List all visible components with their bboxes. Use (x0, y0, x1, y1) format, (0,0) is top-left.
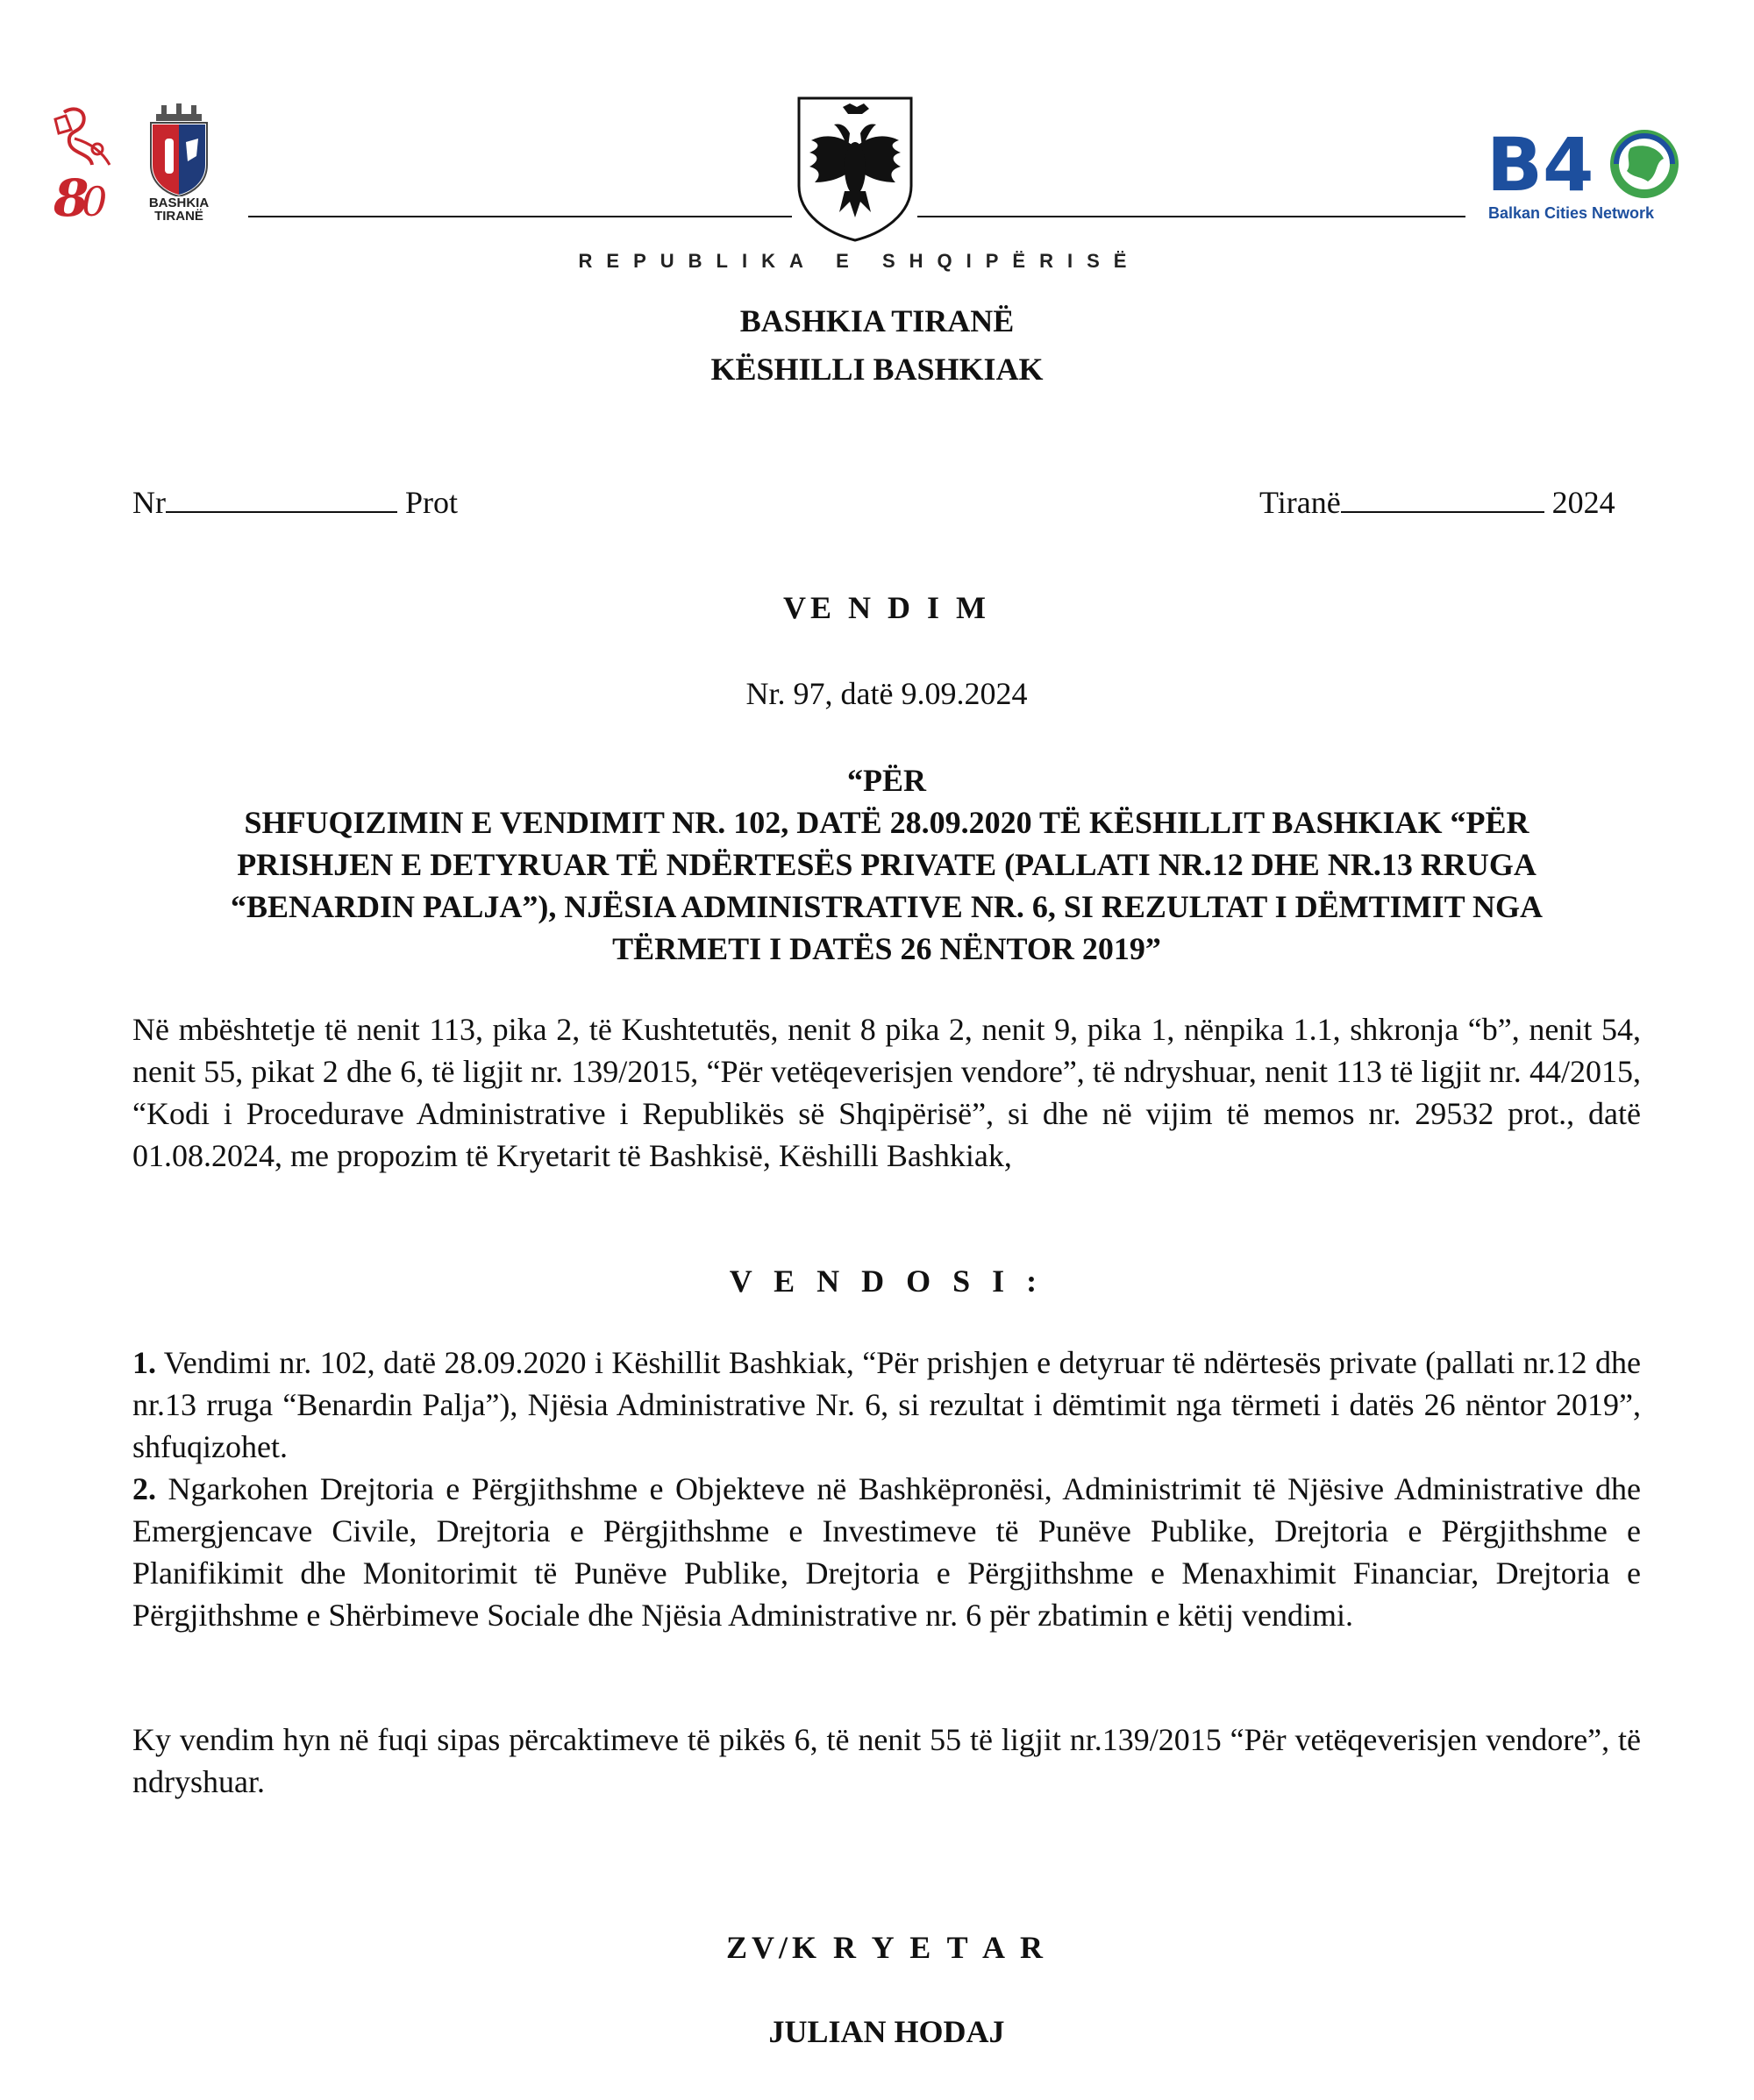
b40-logo (1487, 127, 1679, 232)
decision-items (132, 1342, 1641, 1636)
decision-heading: VE N D I M (783, 590, 990, 625)
subject-line: SHFUQIZIMIN E VENDIMIT NR. 102, DATË 28.09.2020 TË KËSHILLIT BASHKIAK “PËR (244, 805, 1529, 840)
item-number: 1. (132, 1345, 156, 1380)
subject-line: “PËR (847, 763, 926, 798)
svg-text:B4: B4 (1487, 127, 1594, 203)
nr-label: Nr (132, 485, 166, 520)
double-headed-eagle-icon (795, 95, 915, 242)
albania-eagle-emblem (795, 95, 915, 242)
subject-line: TËRMETI I DATËS 26 NËNTOR 2019” (612, 931, 1161, 966)
decides-heading: V E N D O S I : (729, 1264, 1045, 1299)
institution-line2: KËSHILLI BASHKIAK (710, 352, 1044, 387)
protocol-number-blank (166, 487, 397, 513)
decision-item-2 (132, 1468, 1641, 1636)
protocol-number (132, 484, 458, 521)
bashkia-caption-line2: TIRANË (154, 209, 203, 224)
institution-line1: BASHKIA TIRANË (739, 303, 1015, 338)
tirana-coat-of-arms-icon (147, 103, 210, 196)
decision-number-date: Nr. 97, datë 9.09.2024 (745, 676, 1028, 711)
bashkia-tirane-logo (142, 103, 216, 233)
protocol-date-blank (1341, 487, 1544, 513)
tirana-80-logo (48, 103, 124, 228)
svg-text:0: 0 (82, 178, 108, 225)
legal-basis-paragraph: Në mbështetje të nenit 113, pika 2, të Kushtetutës, nenit 8 pika 2, nenit 9, pika 1, nënpika 1.1, shkronja “b”, nenit 54, nenit 55, pikat 2 dhe 6, të ligjit nr. 139/2015, “Për vetëqeverisjen vendore”, të ndryshuar, nenit 113 të ligjit nr. 44/2015, “Kodi i Procedurave Administrative i Republikës së Shqipërisë”, si dhe në vijim të memos nr. 29532 prot., datë 01.08.2024, me propozim të Kryetarit të Bashkisë, Këshilli Bashkiak, (132, 1012, 1641, 1173)
place-label: Tiranë (1259, 485, 1341, 520)
subject-line: PRISHJEN E DETYRUAR TË NDËRTESËS PRIVATE (PALLATI NR.12 DHE NR.13 RRUGA (237, 847, 1537, 882)
protocol-date (1259, 484, 1615, 521)
bashkia-caption-line1: BASHKIA (148, 196, 210, 210)
signatory-name: JULIAN HODAJ (768, 2014, 1005, 2049)
item-number: 2. (132, 1471, 156, 1506)
header-rule-right (917, 216, 1465, 217)
item-text: Ngarkohen Drejtoria e Përgjithshme e Objekteve në Bashkëpronësi, Administrimit të Njësive Administrative dhe Emergjencave Civile, Drejtoria e Përgjithshme e Investimeve të Punëve Publike, Drejtoria e Përgjithshme e Planifikimit dhe Monitorimit të Punëve Publike, Drejtoria e Përgjithshme e Menaxhimit Financiar, Drejtoria e Përgjithshme e Shërbimeve Sociale dhe Njësia Administrative nr. 6 për zbatimin e këtij vendimi. (132, 1471, 1641, 1633)
signatory-role: ZV/K R Y E T A R (725, 1930, 1048, 1965)
item-text: Vendimi nr. 102, datë 28.09.2020 i Këshillit Bashkiak, “Për prishjen e detyruar të ndërtesës private (pallati nr.12 dhe nr.13 rruga “Benardin Palja”), Njësia Administrative Nr. 6, si rezultat i dëmtimit nga tërmeti i datës 26 nëntor 2019”, shfuqizohet. (132, 1345, 1641, 1464)
header-rule-left (248, 216, 792, 217)
protocol-year: 2024 (1551, 485, 1615, 520)
subject-line: “BENARDIN PALJA”), NJËSIA ADMINISTRATIVE NR. 6, SI REZULTAT I DËMTIMIT NGA (231, 889, 1543, 924)
prot-label: Prot (405, 485, 459, 520)
country-name: REPUBLIKA E SHQIPËRISË (578, 250, 1141, 272)
svg-text:8: 8 (53, 168, 89, 228)
b40-tagline: Balkan Cities Network (1488, 204, 1655, 222)
decision-item-1 (132, 1342, 1641, 1468)
decision-subject (132, 759, 1641, 970)
entry-into-force-paragraph: Ky vendim hyn në fuqi sipas përcaktimeve të pikës 6, të nenit 55 të ligjit nr.139/2015 “Për vetëqeverisjen vendore”, të ndryshuar. (132, 1722, 1641, 1799)
